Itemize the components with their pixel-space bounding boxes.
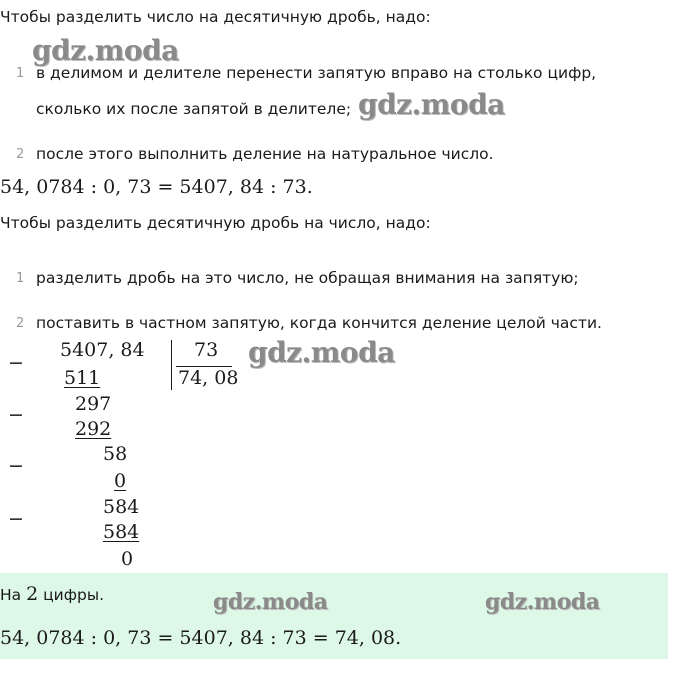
rule2-item2-number: 2: [16, 316, 25, 331]
answer-suffix: цифры.: [38, 586, 104, 604]
watermark-logo: gdz.moda: [358, 88, 505, 121]
rule1-item2-line1: после этого выполнить деление на натуральное число.: [36, 145, 494, 163]
division-step-subtrahend: 511: [64, 367, 101, 389]
division-quotient: 74, 08: [178, 367, 239, 389]
division-step-remainder: 584: [103, 496, 140, 518]
answer-prefix: На: [0, 586, 27, 604]
watermark-logo: gdz.moda: [32, 34, 179, 67]
division-minus-sign: −: [8, 508, 24, 530]
rule1-intro: Чтобы разделить число на десятичную дробь, надо:: [0, 8, 431, 26]
division-step-remainder: 297: [75, 393, 112, 415]
answer-text: [0, 583, 104, 605]
answer-formula: 54, 0784 : 0, 73 = 5407, 84 : 73 = 74, 08.: [0, 627, 402, 649]
division-step-subtrahend: 0: [114, 470, 127, 492]
rule2-item2-text: поставить в частном запятую, когда кончится деление целой части.: [36, 314, 602, 332]
division-minus-sign: −: [8, 404, 24, 426]
rule2-intro: Чтобы разделить десятичную дробь на число, надо:: [0, 214, 431, 232]
rule1-example-formula: 54, 0784 : 0, 73 = 5407, 84 : 73.: [0, 176, 313, 198]
division-step-subtrahend: 584: [103, 521, 140, 543]
division-step-remainder: 58: [103, 443, 128, 465]
answer-panel: [0, 573, 668, 659]
division-step-subtrahend: 292: [75, 418, 112, 440]
rule2-item1-text: разделить дробь на это число, не обращая внимания на запятую;: [36, 269, 579, 287]
rule1-item1-line2: сколько их после запятой в делителе;: [36, 100, 352, 118]
division-minus-sign: −: [8, 352, 24, 374]
rule1-item2-number: 2: [16, 147, 25, 162]
division-minus-sign: −: [8, 455, 24, 477]
division-bracket-vertical: [171, 340, 172, 390]
division-final-remainder: 0: [121, 548, 134, 570]
division-dividend: 5407, 84: [60, 339, 145, 361]
rule2-item1-number: 1: [16, 271, 25, 286]
watermark-logo: gdz.moda: [213, 589, 328, 615]
answer-count: 2: [26, 583, 39, 605]
rule1-item1-line1: в делимом и делителе перенести запятую вправо на столько цифр,: [36, 64, 597, 82]
watermark-logo: gdz.moda: [248, 336, 395, 369]
division-divisor: 73: [194, 339, 219, 361]
rule1-item1-number: 1: [16, 66, 25, 81]
watermark-logo: gdz.moda: [485, 589, 600, 615]
